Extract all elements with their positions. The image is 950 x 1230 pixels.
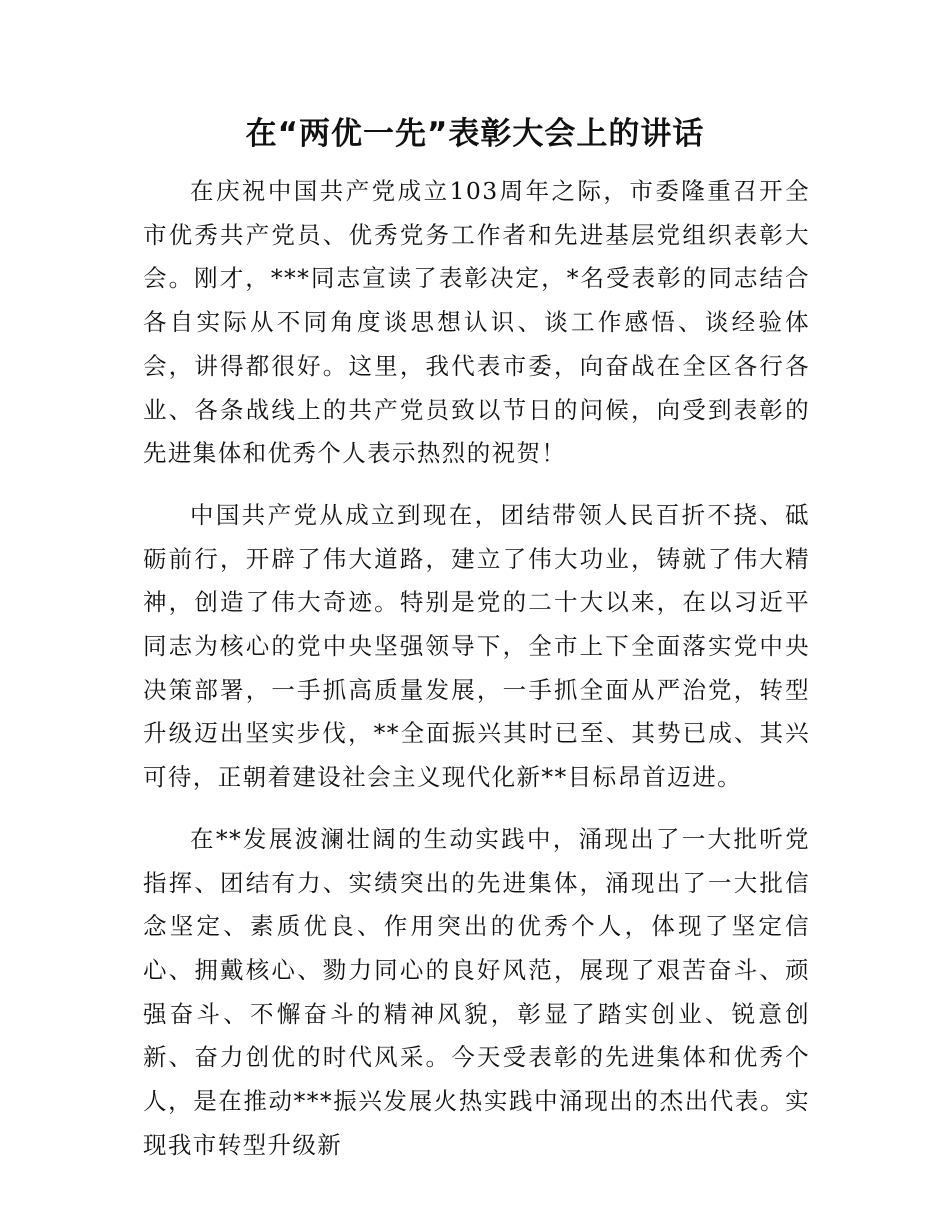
document-title: 在“两优一先”表彰大会上的讲话: [245, 116, 705, 152]
document-body: [143, 170, 810, 1167]
paragraph-1: 在庆祝中国共产党成立103周年之际，市委隆重召开全市优秀共产党员、优秀党务工作者和先进基层党组织表彰大会。刚才，***同志宣读了表彰决定，*名受表彰的同志结合各自实际从不同角度谈思想认识、谈工作感悟、谈经验体会，讲得都很好。这里，我代表市委，向奋战在全区各行各业、各条战线上的共产党员致以节日的问候，向受到表彰的先进集体和优秀个人表示热烈的祝贺！: [143, 177, 810, 468]
paragraph-3: 在**发展波澜壮阔的生动实践中，涌现出了一大批听党指挥、团结有力、实绩突出的先进集体，涌现出了一大批信念坚定、素质优良、作用突出的优秀个人，体现了坚定信心、拥戴核心、勠力同心的良好风范，展现了艰苦奋斗、顽强奋斗、不懈奋斗的精神风貌，彰显了踏实创业、锐意创新、奋力创优的时代风采。今天受表彰的先进集体和优秀个人，是在推动***振兴发展火热实践中涌现出的杰出代表。实现我市转型升级新: [143, 824, 810, 1159]
paragraph-2: 中国共产党从成立到现在，团结带领人民百折不挠、砥砺前行，开辟了伟大道路，建立了伟大功业，铸就了伟大精神，创造了伟大奇迹。特别是党的二十大以来，在以习近平同志为核心的党中央坚强领导下，全市上下全面落实党中央决策部署，一手抓高质量发展，一手抓全面从严治党，转型升级迈出坚实步伐，**全面振兴其时已至、其势已成、其兴可待，正朝着建设社会主义现代化新**目标昂首迈进。: [143, 500, 810, 792]
